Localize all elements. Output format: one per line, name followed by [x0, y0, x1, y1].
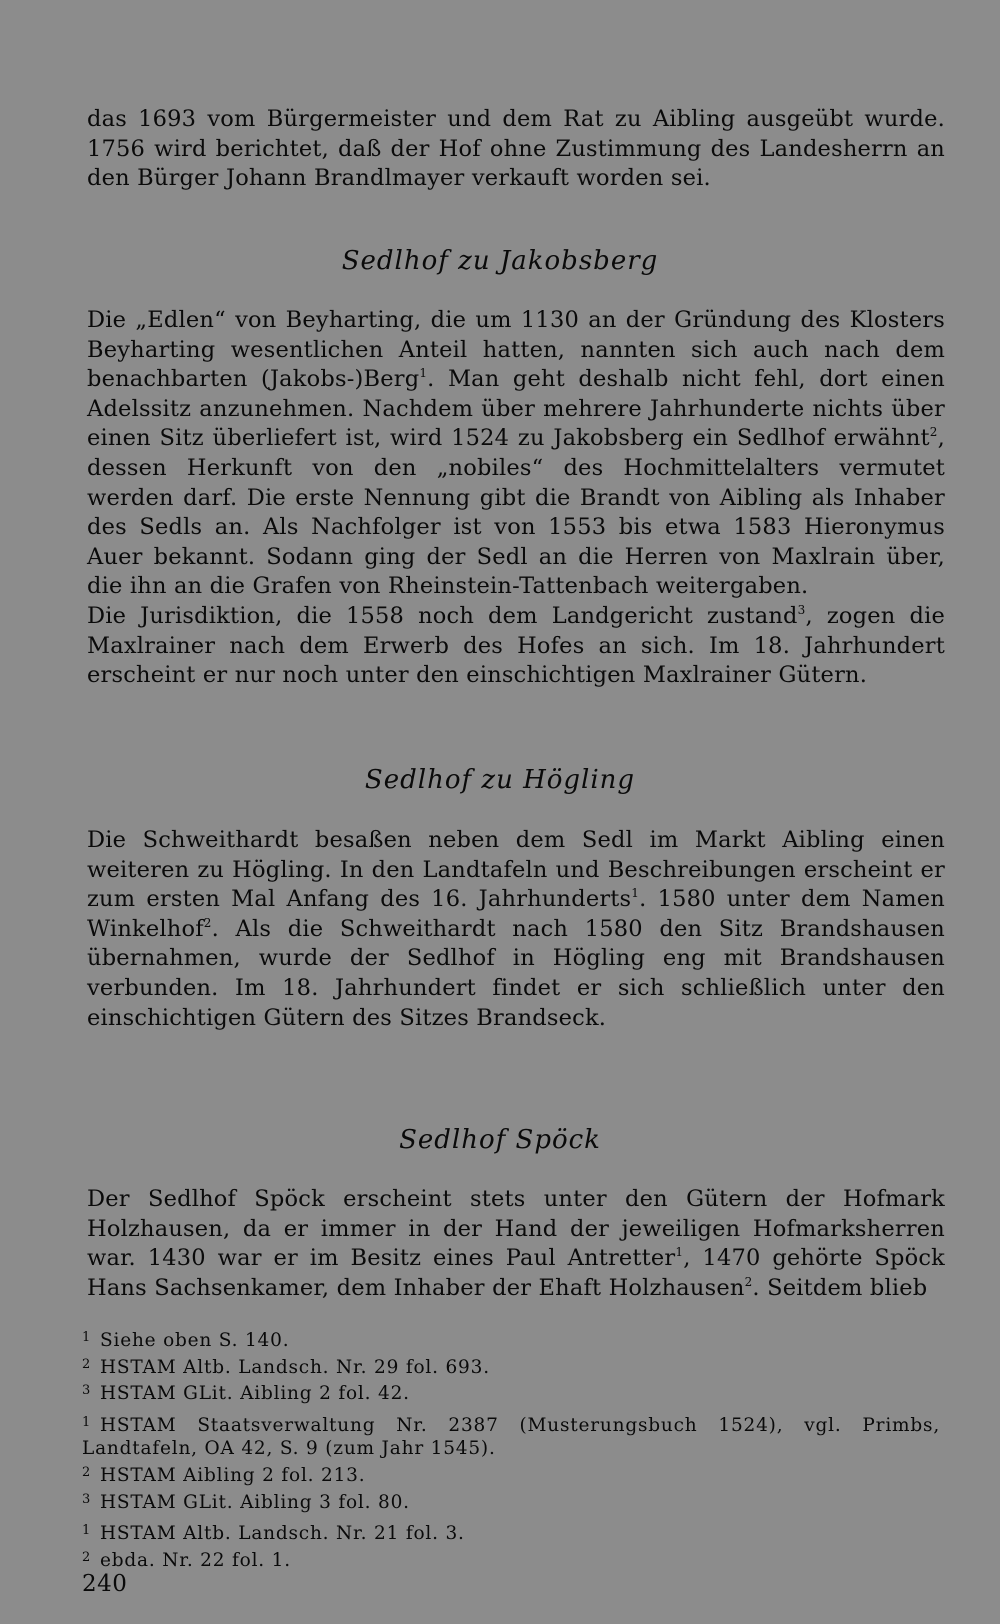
spoeck-paragraph-1: Der Sedlhof Spöck erscheint stets unter den Gütern der Hofmark Holzhausen, da er immer in der Hand der jeweiligen Hofmarksherren war. 1430 war er im Besitz eines Paul Antretter$^1$, 1470 gehörte Spöck Hans Sachsenkamer, dem Inhaber der Ehaft Holzhausen$^2$. Seitdem blieb [87, 1186, 946, 1301]
hoegling-body [87, 826, 945, 1033]
footnote: 2 HSTAM Altb. Landsch. Nr. 29 fol. 693. [82, 1356, 490, 1378]
jakobsberg-paragraph-1: Die „Edlen“ von Beyharting, die um 1130 an der Gründung des Klosters Beyharting wesentlichen Anteil hatten, nannten sich auch nach dem benachbarten (Jakobs-)Berg$^1$. Man geht deshalb nicht fehl, dort einen Adelssitz anzunehmen. Nachdem über mehrere Jahrhunderte nichts über einen Sitz überliefert ist, wird 1524 zu Jakobsberg ein Sedlhof erwähnt$^2$, dessen Herkunft von den „nobiles“ des Hochmittelalters vermutet werden darf. Die erste Nennung gibt die Brandt von Aibling als Inhaber des Sedls an. Als Nachfolger ist von 1553 bis etwa 1583 Hieronymus Auer bekannt. Sodann ging der Sedl an die Herren von Maxlrain über, die ihn an die Grafen von Rheinstein-Tattenbach weitergaben. [87, 307, 945, 600]
footnote-ref: 1 [675, 1245, 684, 1260]
footnote: 1 HSTAM Staatsverwaltung Nr. 2387 (Musterungsbuch 1524), vgl. Primbs, Landtafeln, OA 42, S. 9 (zum Jahr 1545). [82, 1414, 940, 1460]
footnote: 1 Siehe oben S. 140. [82, 1330, 290, 1351]
footnote-ref: 1 [419, 366, 428, 381]
footnote: 3 HSTAM GLit. Aibling 3 fol. 80. [82, 1491, 410, 1513]
spoeck-body [87, 1185, 945, 1303]
section-heading-hoegling: Sedlhof zu Högling [364, 765, 636, 795]
jakobsberg-paragraph-2: Die Jurisdiktion, die 1558 noch dem Landgericht zustand$^3$, zogen die Maxlrainer nach dem Erwerb des Hofes an sich. Im 18. Jahrhundert erscheint er nur noch unter den einschichtigen Maxlrainer Gütern. [87, 602, 945, 689]
footnote-ref: 2 [203, 915, 212, 930]
footnote-ref: 2 [744, 1274, 753, 1289]
page-number: 240 [82, 1571, 128, 1597]
section-heading-jakobsberg: Sedlhof zu Jakobsberg [341, 246, 659, 276]
footnote: 2 ebda. Nr. 22 fol. 1. [82, 1549, 291, 1571]
footnote-ref: 1 [631, 886, 640, 901]
footnotes [82, 1326, 940, 1572]
footnote-ref: 2 [929, 425, 938, 440]
footnote: 3 HSTAM GLit. Aibling 2 fol. 42. [82, 1383, 410, 1405]
footnote: 1 HSTAM Altb. Landsch. Nr. 21 fol. 3. [82, 1523, 465, 1545]
intro-paragraph-block [87, 105, 945, 194]
footnote: 2 HSTAM Aibling 2 fol. 213. [82, 1464, 366, 1486]
section-heading-spoeck: Sedlhof Spöck [399, 1125, 601, 1155]
intro-paragraph: das 1693 vom Bürgermeister und dem Rat zu Aibling ausgeübt wurde. 1756 wird berichtet, daß der Hof ohne Zustimmung des Landesherrn an den Bürger Johann Brandlmayer verkauft worden sei. [87, 106, 945, 192]
hoegling-paragraph-1: Die Schweithardt besaßen neben dem Sedl im Markt Aibling einen weiteren zu Högling. In den Landtafeln und Beschreibungen erscheint er zum ersten Mal Anfang des 16. Jahrhunderts$^1$. 1580 unter dem Namen Winkelhof$^2$. Als die Schweithardt nach 1580 den Sitz Brandshausen übernahmen, wurde der Sedlhof in Högling eng mit Brandshausen verbunden. Im 18. Jahrhundert findet er sich schließlich unter den einschichtigen Gütern des Sitzes Brandseck. [87, 827, 945, 1031]
footnote-ref: 3 [797, 602, 806, 617]
jakobsberg-body [87, 306, 945, 691]
